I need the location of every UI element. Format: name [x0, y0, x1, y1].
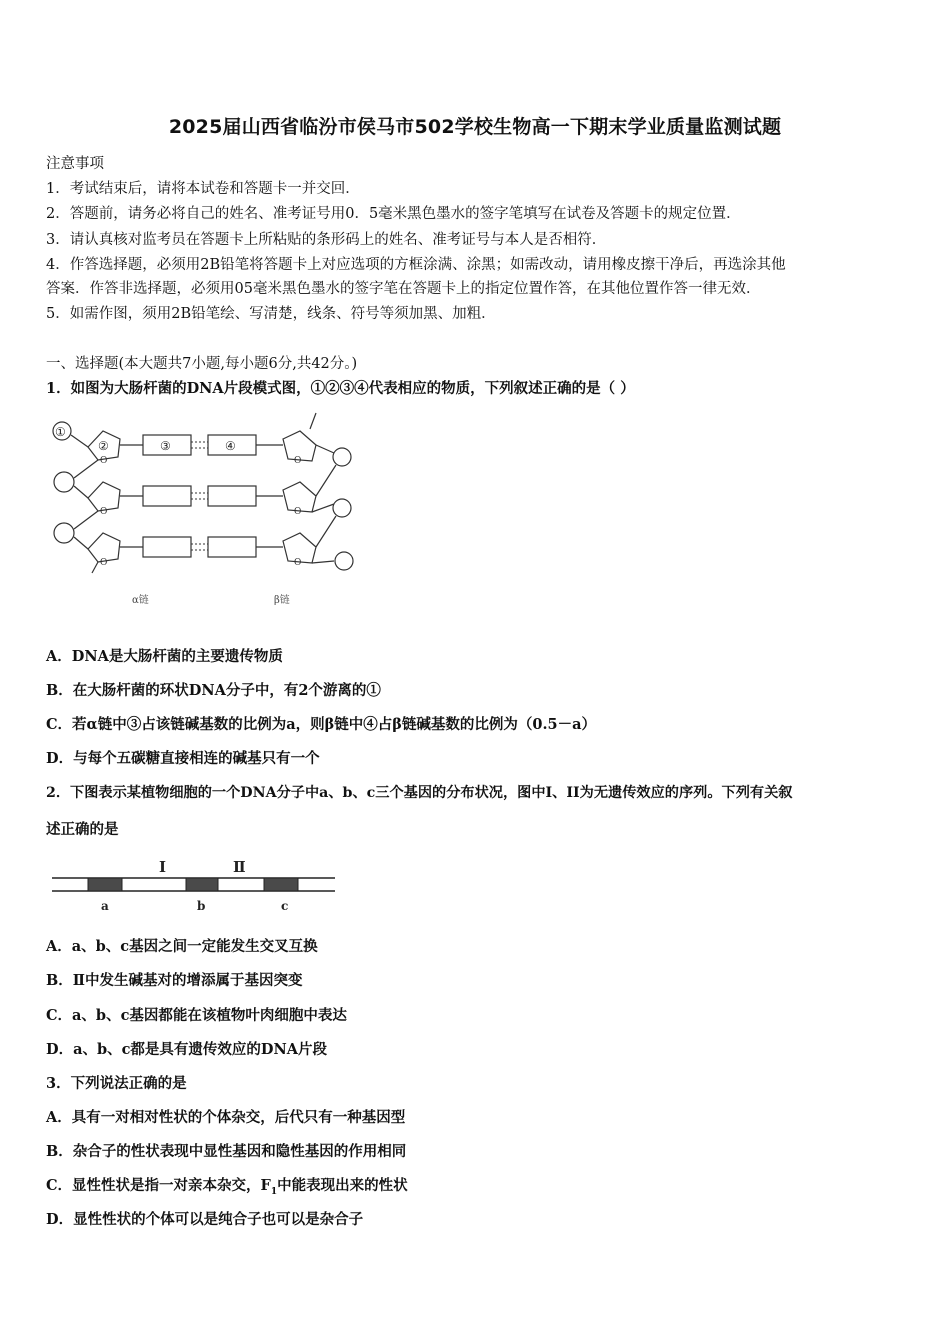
notice-item-3: 3．请认真核对监考员在答题卡上所粘贴的条形码上的姓名、准考证号与本人是否相符． [46, 232, 607, 248]
q3-option-a: A．具有一对相对性状的个体杂交，后代只有一种基因型 [46, 1109, 406, 1126]
q2-option-b: B．Ⅱ中发生碱基对的增添属于基因突变 [46, 972, 303, 989]
q2-option-c: C．a、b、c基因都能在该植物叶肉细胞中表达 [46, 1007, 347, 1024]
svg-text:O: O [100, 558, 108, 568]
q2-option-a: A．a、b、c基因之间一定能发生交叉互换 [46, 938, 318, 955]
beta-chain-label: β链 [274, 595, 290, 606]
gene-a-label: a [101, 899, 109, 913]
notice-item-1: 1．考试结束后，请将本试卷和答题卡一并交回． [46, 181, 360, 197]
exam-title: 2025届山西省临汾市侯马市502学校生物高一下期末学业质量监测试题 [168, 116, 782, 138]
q2-gene-figure [50, 848, 340, 923]
alpha-chain-label: α链 [132, 595, 149, 606]
svg-text:O: O [100, 507, 108, 517]
notice-item-2: 2．答题前，请务必将自己的姓名、准考证号用0．5毫米黑色墨水的签字笔填写在试卷及答题卡的规定位置． [46, 206, 741, 222]
section-heading: 一、选择题(本大题共7小题,每小题6分,共42分。) [46, 356, 358, 372]
q2-stem-cont: 述正确的是 [46, 821, 119, 838]
label-3: ③ [160, 439, 171, 453]
notice-item-5: 5．如需作图，须用2B铅笔绘、写清楚，线条、符号等须加黑、加粗． [46, 306, 496, 322]
gene-b-label: b [197, 899, 206, 913]
q1-dna-figure [48, 405, 378, 615]
q1-option-a: A．DNA是大肠杆菌的主要遗传物质 [46, 648, 283, 665]
q2-stem: 2．下图表示某植物细胞的一个DNA分子中a、b、c三个基因的分布状况，图中I、II为无遗传效应的序列。下列有关叙 [46, 785, 793, 801]
svg-text:O: O [100, 456, 108, 466]
q1-option-b: B．在大肠杆菌的环状DNA分子中，有2个游离的① [46, 682, 381, 699]
svg-text:O: O [294, 456, 302, 466]
notice-item-4-cont: 答案．作答非选择题，必须用05毫米黑色墨水的签字笔在答题卡上的指定位置作答，在其他位置作答一律无效． [46, 281, 761, 297]
q3-option-c [46, 1174, 408, 1197]
label-4: ④ [225, 439, 236, 453]
notice-item-4: 4．作答选择题，必须用2B铅笔将答题卡上对应选项的方框涂满、涂黑；如需改动，请用橡皮擦干净后，再选涂其他 [46, 257, 786, 273]
gene-c-label: c [281, 899, 289, 913]
svg-text:O: O [294, 507, 302, 517]
svg-text:O: O [294, 558, 302, 568]
q3-option-c-pre: C．显性性状是指一对亲本杂交，F [46, 1177, 271, 1194]
q3-option-c-sub: 1 [270, 1186, 278, 1197]
segment-I-label: I [159, 858, 167, 876]
notice-heading: 注意事项 [46, 156, 104, 172]
q3-stem: 3．下列说法正确的是 [46, 1075, 187, 1092]
segment-II-label: Ⅱ [233, 858, 246, 876]
q3-option-d: D．显性性状的个体可以是纯合子也可以是杂合子 [46, 1211, 364, 1228]
q2-option-d: D．a、b、c都是具有遗传效应的DNA片段 [46, 1041, 328, 1058]
q1-option-d: D．与每个五碳糖直接相连的碱基只有一个 [46, 750, 320, 767]
q3-option-b: B．杂合子的性状表现中显性基因和隐性基因的作用相同 [46, 1143, 407, 1160]
q3-option-c-post: 中能表现出来的性状 [277, 1177, 408, 1194]
label-1: ① [55, 425, 66, 439]
label-2: ② [98, 439, 109, 453]
q1-option-c: C．若α链中③占该链碱基数的比例为a，则β链中④占β链碱基数的比例为（0.5－a） [46, 716, 596, 733]
q1-stem: 1．如图为大肠杆菌的DNA片段模式图，①②③④代表相应的物质，下列叙述正确的是（ ） [46, 380, 635, 397]
